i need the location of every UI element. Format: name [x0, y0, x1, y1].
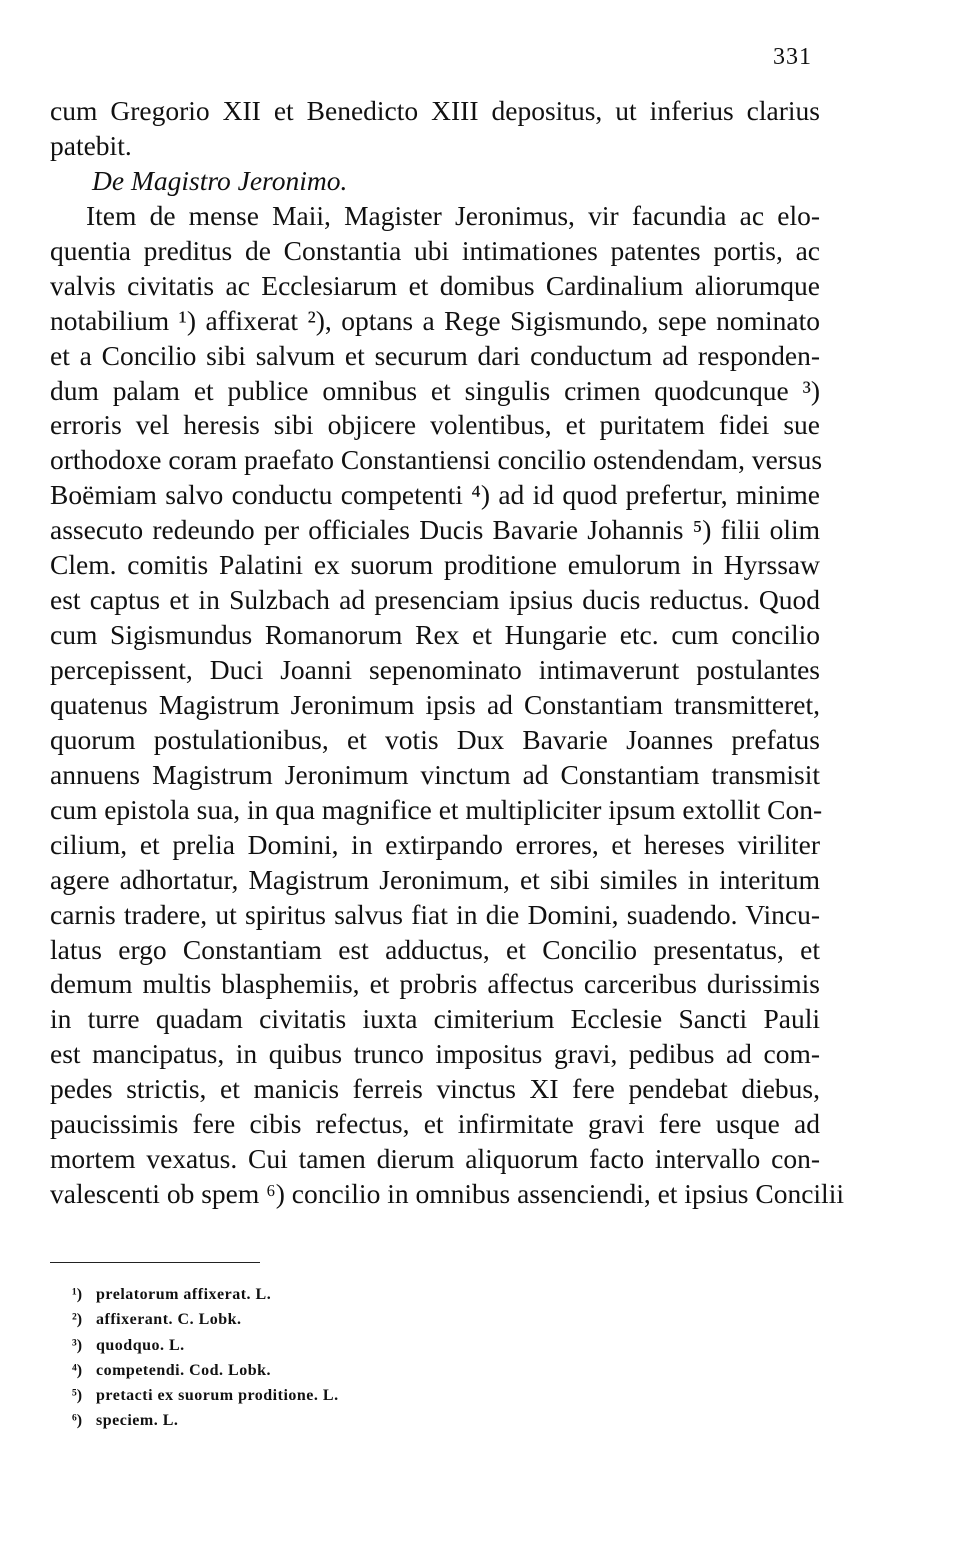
text-line-8: et a Concilio sibi salvum et securum dari conductum ad responden- — [50, 339, 820, 371]
text-line-32: valescenti ob spem ⁶) concilio in omnibus assenciendi, et ipsius Concilii — [50, 1178, 844, 1210]
footnote-marker: ⁵) — [72, 1387, 83, 1405]
text-line-21: cum epistola sua, in qua magnifice et multipliciter ipsum extollit Con- — [50, 793, 823, 825]
footnote — [72, 1333, 339, 1358]
text-line-11: orthodoxe coram praefato Constantiensi concilio ostendendam, versus — [50, 444, 823, 476]
text-line-13: assecuto redeundo per officiales Ducis Bavarie Johannis ⁵) filii olim — [50, 514, 820, 546]
footnote-text: speciem. L. — [96, 1412, 179, 1430]
footnote-marker: ⁶) — [72, 1412, 83, 1430]
footnote — [72, 1358, 339, 1383]
footnote-marker: ²) — [72, 1311, 83, 1329]
footnote-text: affixerant. C. Lobk. — [96, 1311, 242, 1329]
footnote-text: quodquo. L. — [96, 1336, 185, 1354]
text-line-24: carnis tradere, ut spiritus salvus fiat in die Domini, suadendo. Vincu- — [50, 898, 820, 930]
text-line-10: erroris vel heresis sibi objicere volentibus, et puritatem fidei sue — [50, 409, 820, 441]
footnote-text: pretacti ex suorum proditione. L. — [96, 1387, 339, 1405]
page-number: 331 — [773, 44, 812, 70]
footnote-text: prelatorum affixerat. L. — [96, 1286, 272, 1303]
footnote — [72, 1307, 339, 1332]
text-line-22: cilium, et prelia Domini, in extirpando errores, et hereses viriliter — [50, 828, 820, 860]
text-line-18: quatenus Magistrum Jeronimum ipsis ad Constantiam transmitteret, — [50, 688, 820, 720]
footnotes — [72, 1282, 339, 1434]
text-line-20: annuens Magistrum Jeronimum vinctum ad Constantiam transmisit — [50, 758, 820, 790]
text-line-19: quorum postulationibus, et votis Dux Bavarie Joannes prefatus — [50, 723, 820, 755]
text-line-25: latus ergo Constantiam est adductus, et Concilio presentatus, et — [50, 933, 820, 965]
text-line-29: pedes strictis, et manicis ferreis vinctus XI fere pendebat diebus, — [50, 1073, 820, 1105]
text-line-17: percepissent, Duci Joanni sepenominato intimaverunt postulantes — [50, 654, 820, 685]
footnote-marker: ³) — [72, 1336, 83, 1354]
footnote — [72, 1408, 339, 1433]
footnote-divider — [50, 1262, 260, 1263]
text-line-26: demum multis blasphemiis, et probris affectus carceribus durissimis — [50, 968, 820, 1000]
text-line-27: in turre quadam civitatis iuxta cimiterium Ecclesie Sancti Pauli — [50, 1003, 820, 1035]
text-line-28: est mancipatus, in quibus trunco impositus gravi, pedibus ad com- — [50, 1038, 820, 1070]
text-line-5: quentia preditus de Constantia ubi intimationes patentes portis, ac — [50, 234, 820, 266]
text-line-23: agere adhortatur, Magistrum Jeronimum, et sibi similes in interitum — [50, 863, 820, 895]
text-line-12: Boëmiam salvo conductu competenti ⁴) ad id quod prefertur, minime — [50, 479, 820, 511]
text-line-1: cum Gregorio XII et Benedicto XIII depositus, ut inferius clarius — [50, 95, 820, 126]
section-heading: De Magistro Jeronimo. — [92, 164, 348, 196]
footnote-text: competendi. Cod. Lobk. — [96, 1361, 272, 1379]
text-line-2: patebit. — [50, 129, 132, 161]
text-line-9: dum palam et publice omnibus et singulis crimen quodcunque ³) — [50, 374, 820, 406]
footnote — [72, 1383, 339, 1408]
text-line-4: Item de mense Maii, Magister Jeronimus, vir facundia ac elo- — [86, 199, 820, 231]
text-line-30: paucissimis fere cibis refectus, et infirmitate gravi fere usque ad — [50, 1108, 820, 1140]
text-line-7: notabilium ¹) affixerat ²), optans a Rege Sigismundo, sepe nominato — [50, 304, 820, 336]
text-line-31: mortem vexatus. Cui tamen dierum aliquorum facto intervallo con- — [50, 1143, 820, 1175]
text-line-6: valvis civitatis ac Ecclesiarum et domibus Cardinalium aliorumque — [50, 269, 820, 301]
footnote-marker: ¹) — [72, 1286, 83, 1303]
text-line-16: cum Sigismundus Romanorum Rex et Hungarie etc. cum concilio — [50, 619, 820, 651]
footnote — [72, 1282, 339, 1307]
footnote-marker: ⁴) — [72, 1361, 83, 1379]
text-line-15: est captus et in Sulzbach ad presenciam ipsius ducis reductus. Quod — [50, 584, 820, 616]
body-text — [50, 94, 844, 1212]
text-line-14: Clem. comitis Palatini ex suorum proditione emulorum in Hyrssaw — [50, 549, 820, 581]
